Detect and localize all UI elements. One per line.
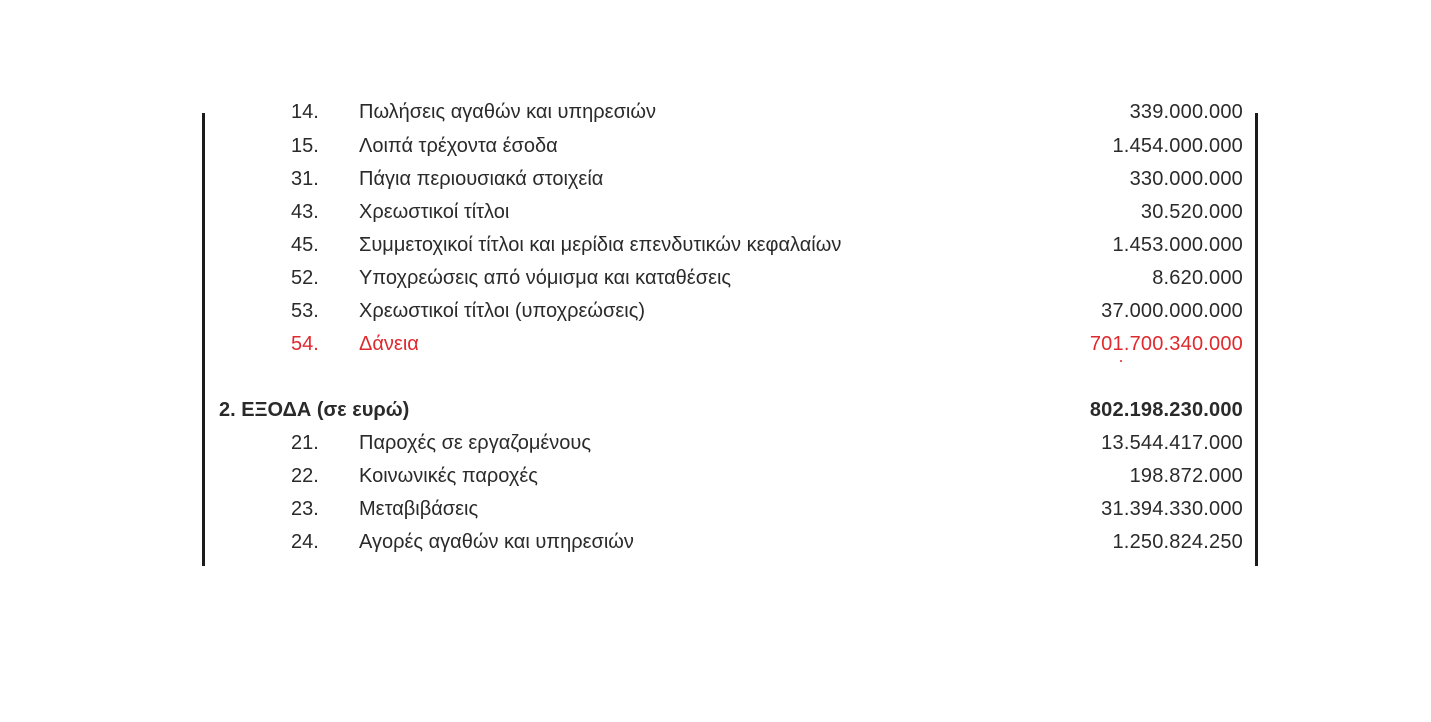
table-row	[205, 130, 1255, 163]
row-label: Χρεωστικοί τίτλοι (υποχρεώσεις)	[359, 300, 645, 322]
row-amount: 339.000.000	[1129, 101, 1243, 123]
row-label: Υποχρεώσεις από νόμισμα και καταθέσεις	[359, 267, 732, 289]
row-amount: 37.000.000.000	[1101, 300, 1243, 322]
row-amount: 1.454.000.000	[1112, 135, 1243, 157]
row-code: 23.	[291, 498, 319, 520]
table-row	[205, 526, 1255, 559]
row-amount: 330.000.000	[1129, 168, 1243, 190]
row-amount: 198.872.000	[1129, 465, 1243, 487]
table-row	[205, 163, 1255, 196]
row-label: Αγορές αγαθών και υπηρεσιών	[359, 531, 634, 553]
row-label: Πωλήσεις αγαθών και υπηρεσιών	[359, 101, 656, 123]
section-heading: 2. ΕΞΟΔΑ (σε ευρώ)	[219, 399, 410, 421]
row-label: Δάνεια	[359, 333, 419, 355]
row-label: Λοιπά τρέχοντα έσοδα	[359, 135, 558, 157]
row-code: 14.	[291, 101, 319, 123]
row-code: 52.	[291, 267, 319, 289]
row-code: 22.	[291, 465, 319, 487]
row-label: Μεταβιβάσεις	[359, 498, 479, 520]
table-row	[205, 196, 1255, 229]
row-label: Συμμετοχικοί τίτλοι και μερίδια επενδυτικών κεφαλαίων	[359, 234, 842, 256]
row-code: 45.	[291, 234, 319, 256]
row-amount: 30.520.000	[1140, 201, 1243, 223]
row-code: 31.	[291, 168, 319, 190]
table-row	[205, 460, 1255, 493]
table-row	[205, 96, 1255, 129]
table-row	[205, 295, 1255, 328]
row-code: 53.	[291, 300, 319, 322]
table-row	[205, 427, 1255, 460]
row-code: 24.	[291, 531, 319, 553]
row-amount: 13.544.417.000	[1101, 432, 1243, 454]
row-code: 43.	[291, 201, 319, 223]
row-code: 15.	[291, 135, 319, 157]
row-amount: 1.250.824.250	[1112, 531, 1243, 553]
row-label: Παροχές σε εργαζομένους	[359, 432, 591, 454]
table-row	[205, 262, 1255, 295]
table-row-highlighted	[205, 328, 1255, 361]
row-label: Πάγια περιουσιακά στοιχεία	[359, 168, 604, 190]
section-heading-row	[205, 394, 1255, 427]
row-label: Χρεωστικοί τίτλοι	[359, 201, 510, 223]
section-total: 802.198.230.000	[1089, 399, 1243, 421]
row-code: 54.	[291, 333, 319, 355]
ink-mark	[1120, 360, 1122, 362]
row-label: Κοινωνικές παροχές	[359, 465, 538, 487]
budget-table-crop	[202, 101, 1258, 566]
row-code: 21.	[291, 432, 319, 454]
row-amount: 31.394.330.000	[1101, 498, 1243, 520]
row-amount: 8.620.000	[1152, 267, 1243, 289]
table-row	[205, 229, 1255, 262]
row-amount: 1.453.000.000	[1112, 234, 1243, 256]
row-amount: 701.700.340.000	[1089, 333, 1243, 355]
table-row	[205, 493, 1255, 526]
